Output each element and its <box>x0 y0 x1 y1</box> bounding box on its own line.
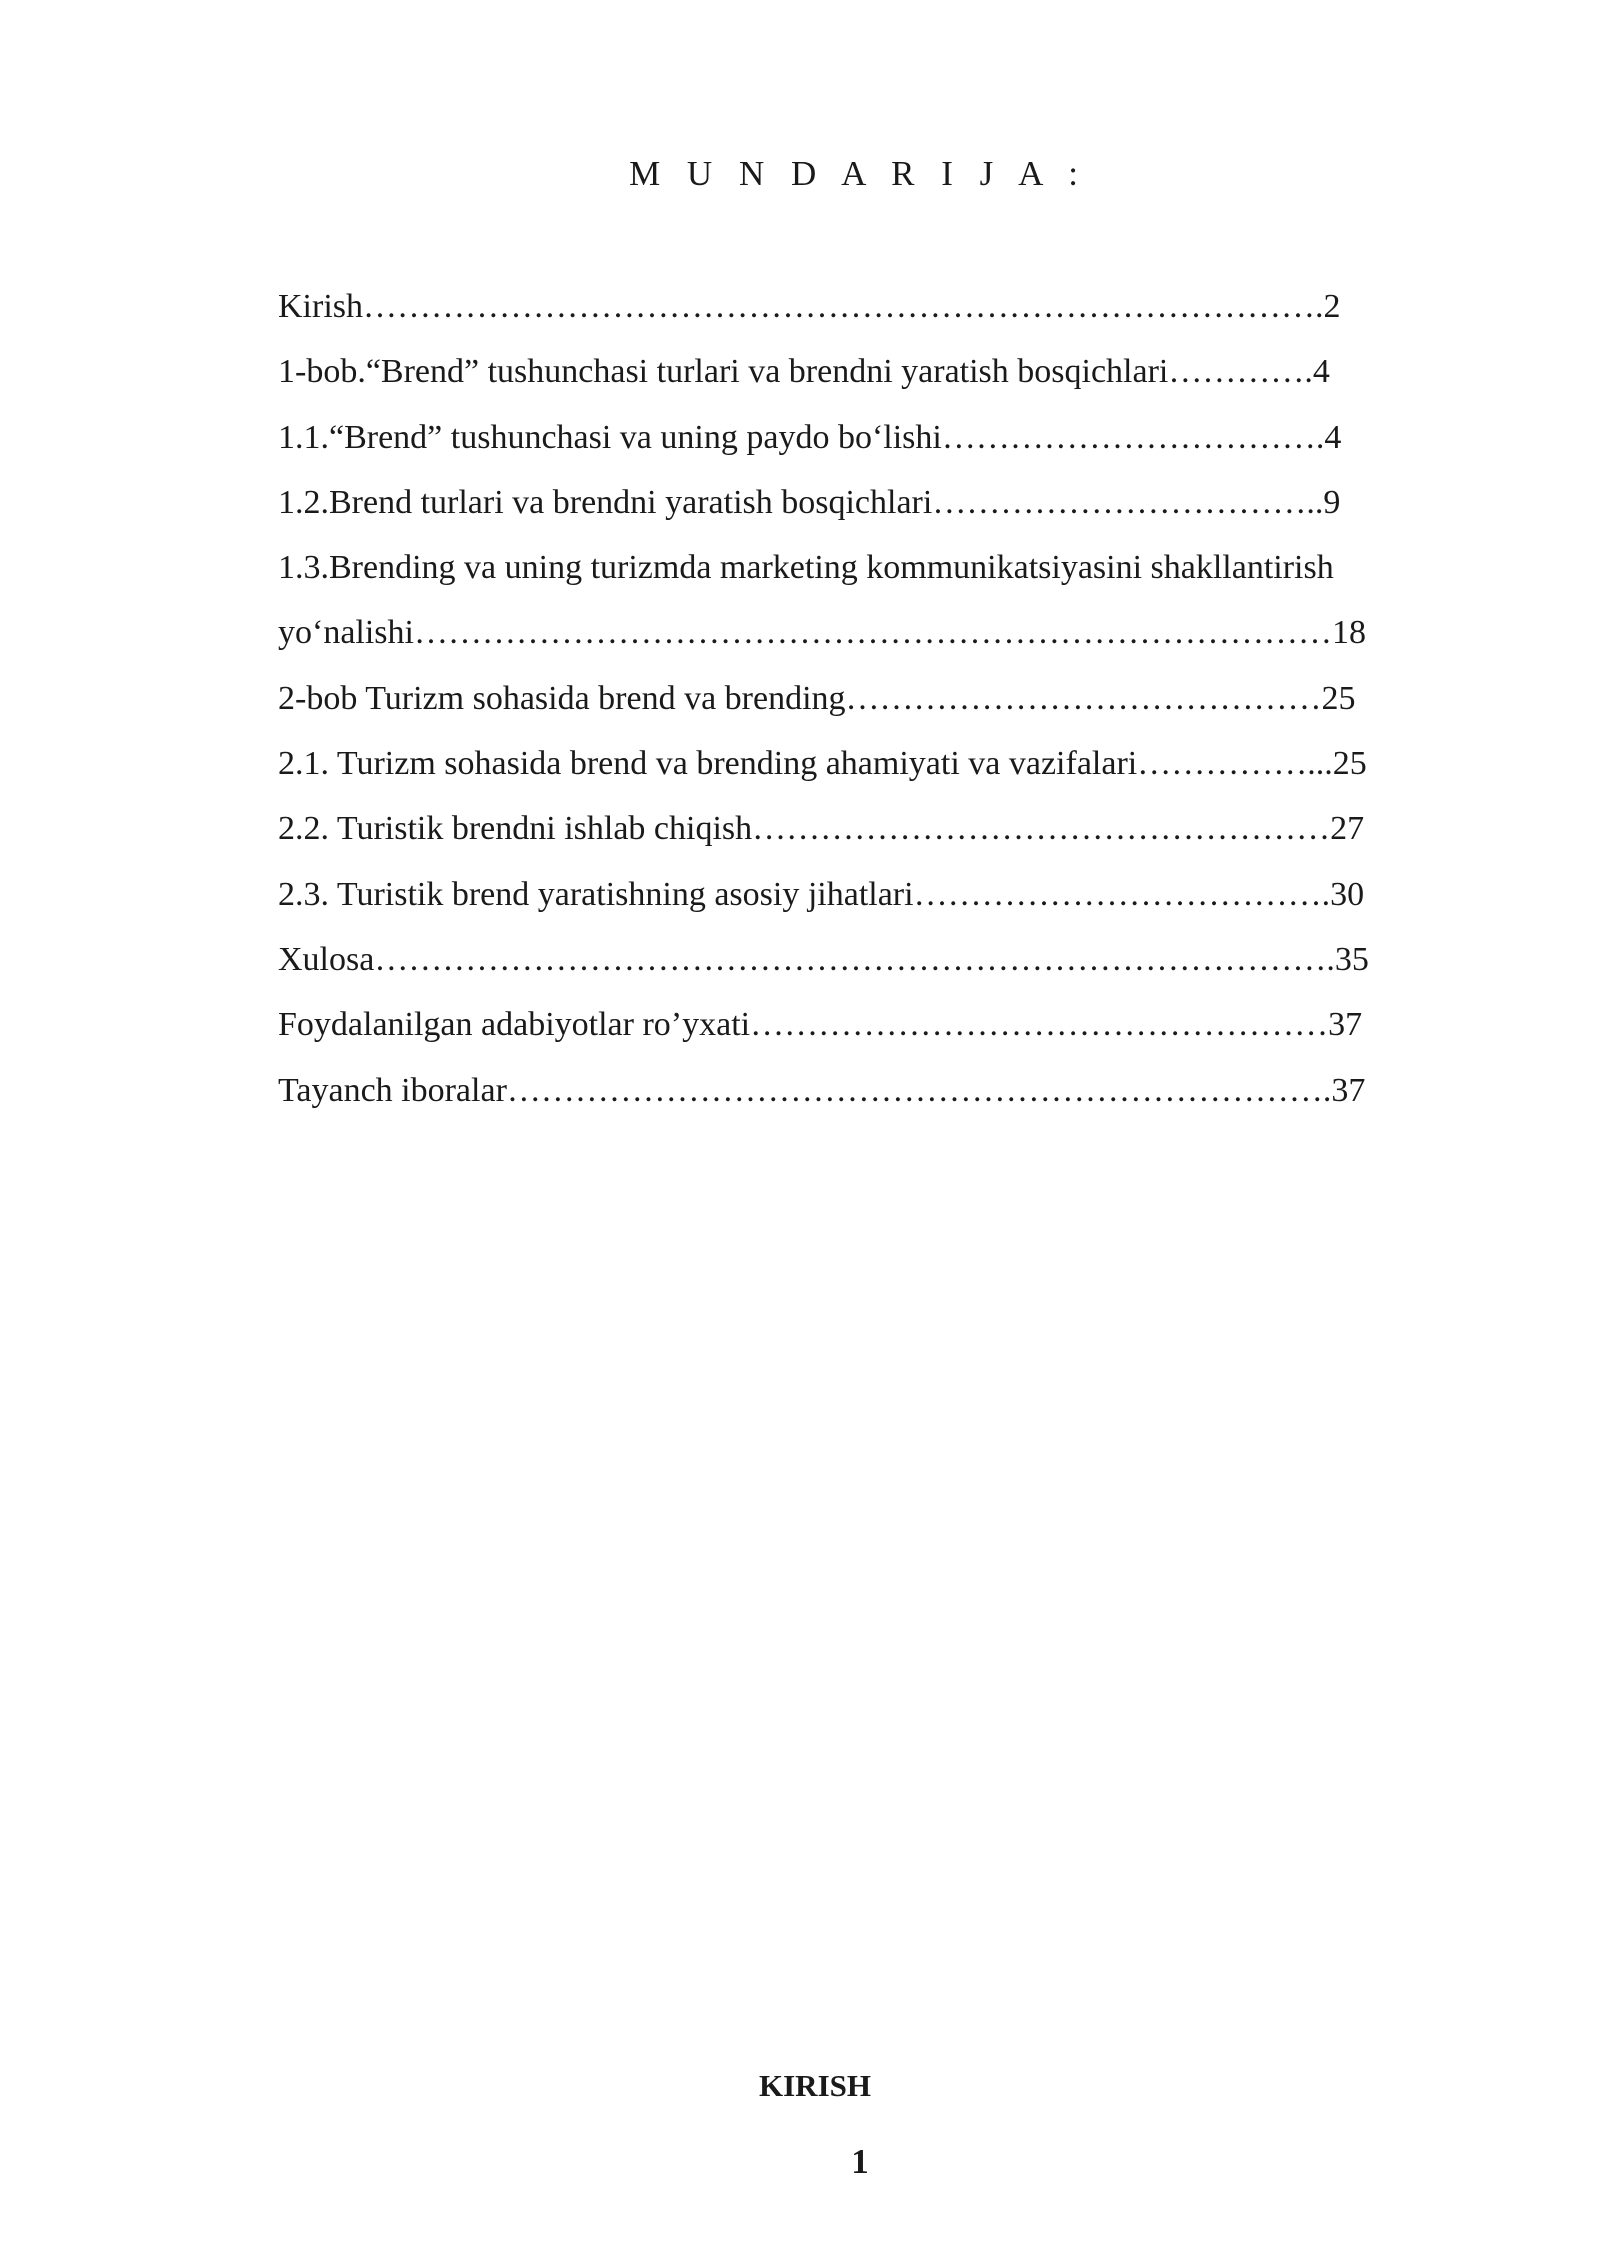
page-number: 1 <box>851 2142 869 2181</box>
toc-entry-2-2: 2.2. Turistik brendni ishlab chiqish……………………………………………27 <box>278 810 1365 848</box>
section-heading: KIRISH <box>759 2068 871 2103</box>
toc-entry-2-1: 2.1. Turizm sohasida brend va brending ahamiyati va vazifalari……………...25 <box>278 745 1367 783</box>
toc-entry-references: Foydalanilgan adabiyotlar ro’yxati……………………………………………37 <box>278 1006 1363 1044</box>
toc-entry-2-3: 2.3. Turistik brend yaratishning asosiy jihatlari……………………………….30 <box>278 875 1365 913</box>
toc-entry-chapter-1: 1-bob.“Brend” tushunchasi turlari va brendni yaratish bosqichlari………….4 <box>278 353 1330 391</box>
toc-entry-1-2: 1.2.Brend turlari va brendni yaratish bosqichlari……………………………..9 <box>278 483 1341 521</box>
toc-entry-key-terms: Tayanch iboralar……………………………………………………………….37 <box>278 1071 1366 1109</box>
toc-entry-kirish: Kirish………………………………………………………………………….2 <box>278 288 1341 325</box>
toc-entry-chapter-2: 2-bob Turizm sohasida brend va brending……………………………………25 <box>278 679 1356 717</box>
page-title: M U N D A R I J A : <box>629 154 1087 193</box>
toc-entry-1-3: 1.3.Brending va uning turizmda marketing kommunikatsiyasini shakllantirish <box>278 549 1334 587</box>
toc-entry-xulosa: Xulosa………………………………………………………………………….35 <box>278 940 1369 978</box>
toc-entry-1-3-continued: yoʻnalishi………………………………………………………………………18 <box>278 614 1366 652</box>
table-of-contents <box>278 274 1498 1123</box>
toc-entry-1-1: 1.1.“Brend” tushunchasi va uning paydo boʻlishi…………………………….4 <box>278 418 1342 456</box>
